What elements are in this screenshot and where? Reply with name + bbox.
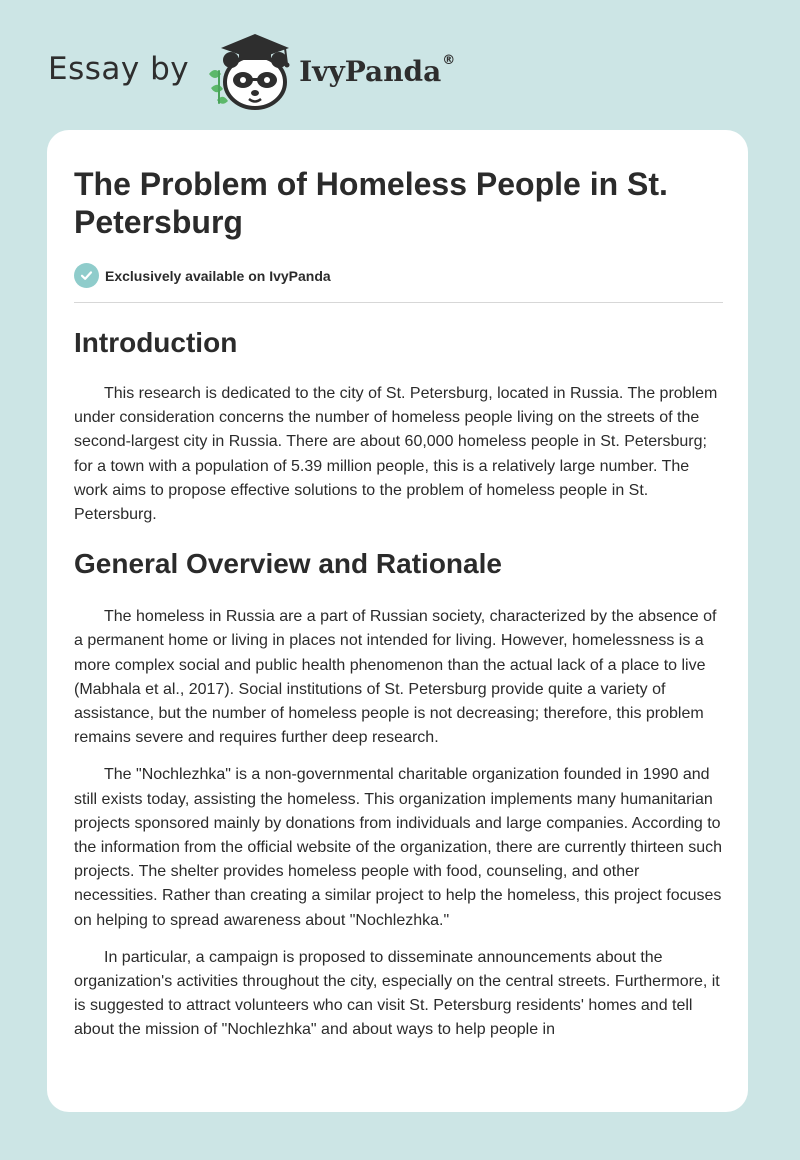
check-icon bbox=[74, 263, 99, 288]
panda-logo-icon[interactable] bbox=[203, 30, 295, 110]
essay-by-label: Essay by bbox=[48, 51, 190, 87]
section-heading-introduction: Introduction bbox=[74, 327, 238, 358]
brand-name[interactable] bbox=[299, 52, 456, 88]
registered-mark: ® bbox=[442, 52, 456, 68]
paragraph: The homeless in Russia are a part of Russian society, characterized by the absence of a permanent home or living in places not intended for living. However, homelessness is a more complex social and public health phenomenon than the actual lack of a place to live (Mabhala et al., 2017). Social institutions of St. Petersburg provide quite a variety of assistance, but the number of homeless people is not decreasing; therefore, this problem remains severe and requires further deep research. bbox=[74, 608, 717, 747]
exclusive-badge-text: Exclusively available on IvyPanda bbox=[105, 267, 331, 284]
section-heading-overview: General Overview and Rationale bbox=[74, 548, 502, 580]
paragraph: In particular, a campaign is proposed to disseminate announcements about the organization's activities throughout the city, especially on the central streets. Furthermore, it is suggested to attract volunteers who can visit St. Petersburg residents' homes and tell about the mission of "Nochlezhka" and about ways to help people in bbox=[74, 948, 720, 1039]
essay-card bbox=[47, 130, 748, 1112]
site-header bbox=[48, 30, 455, 110]
title-divider bbox=[74, 302, 723, 303]
brand-name-text: IvyPanda bbox=[299, 54, 442, 88]
exclusive-badge bbox=[74, 263, 331, 288]
essay-title: The Problem of Homeless People in St. Petersburg bbox=[74, 166, 668, 240]
essay-body bbox=[74, 322, 723, 1056]
paragraph: This research is dedicated to the city of St. Petersburg, located in Russia. The problem under consideration concerns the number of homeless people living on the streets of the second-largest city in Russia. There are about 60,000 homeless people in St. Petersburg; for a town with a population of 5.39 million people, this is a relatively large number. The work aims to propose effective solutions to the problem of homeless people in St. Petersburg. bbox=[74, 385, 718, 524]
paragraph: The "Nochlezhka" is a non-governmental charitable organization founded in 1990 and still exists today, assisting the homeless. This organization implements many humanitarian projects sponsored mainly by donations from individuals and large companies. According to the information from the official website of the organization, there are currently thirteen such projects. The shelter provides homeless people with food, counseling, and other necessities. Rather than creating a similar project to help the homeless, this project focuses on helping to spread awareness about "Nochlezhka." bbox=[74, 766, 723, 929]
